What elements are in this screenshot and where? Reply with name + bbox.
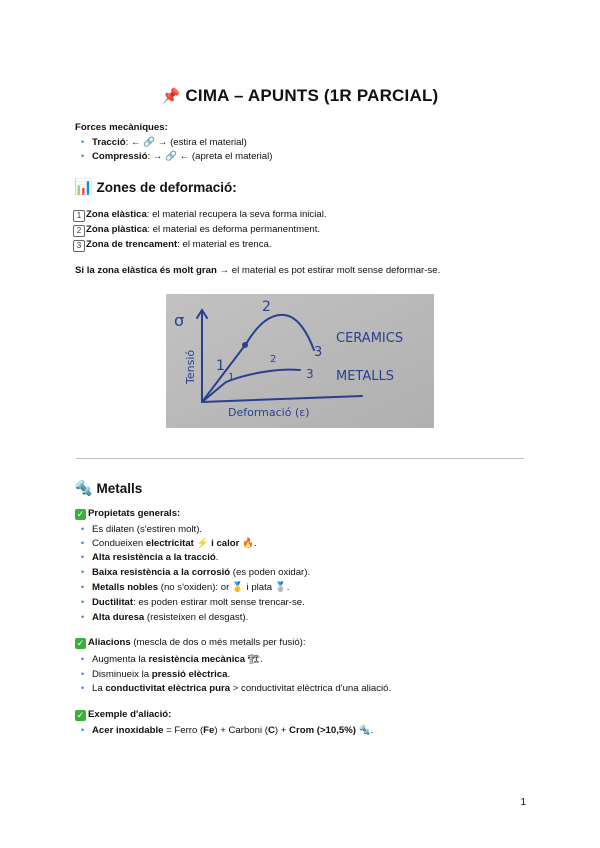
list-item: • Acer inoxidable = Ferro (Fe) + Carboni (C) + Crom (>10,5%) 🔩. [81, 725, 374, 736]
list-item: • Condueixen electricitat ⚡ i calor 🔥. [81, 538, 257, 549]
list-item: • Compressió: → 🔗 ← (apreta el material) [81, 151, 273, 162]
list-item: 1 Zona elàstica: el material recupera la seva forma inicial. [73, 208, 327, 222]
list-item: • Baixa resistència a la corrosió (es poden oxidar). [81, 567, 311, 578]
bullet-icon: • [81, 582, 85, 592]
bullet-icon: • [81, 669, 85, 679]
bar-chart-icon: 📊 [74, 179, 93, 196]
list-item: • Disminueix la pressió elèctrica. [81, 669, 231, 680]
list-item: 2 Zona plàstica: el material es deforma permanentment. [73, 223, 320, 237]
bullet-icon: • [81, 683, 85, 693]
page-number: 1 [520, 797, 526, 808]
check-mark-icon: ✓ [76, 509, 85, 519]
list-item: 3 Zona de trencament: el material es trenca. [73, 238, 272, 252]
divider [76, 458, 524, 459]
list-item: • Es dilaten (s'estiren molt). [81, 524, 203, 535]
x-axis-label: Deformació (ε) [228, 406, 310, 419]
bullet-icon: • [81, 612, 85, 622]
list-item: • Metalls nobles (no s'oxiden): or 🥇 i plata 🥈. [81, 582, 290, 593]
bullet-icon: • [81, 597, 85, 607]
metals-zone-1: 1 [228, 372, 235, 383]
metals-heading: 🔩 Metalls [74, 480, 143, 497]
example-heading: ✓ Exemple d'aliació: [76, 709, 172, 720]
ceramics-label: CERAMICS [336, 331, 404, 346]
bullet-icon: • [81, 137, 85, 147]
list-item: • La conductivitat elèctrica pura > conductivitat elèctrica d'una aliació. [81, 683, 392, 694]
pushpin-icon: 📌 [161, 88, 181, 105]
list-item: • Alta resistència a la tracció. [81, 552, 219, 563]
title-text: CIMA – APUNTS (1R PARCIAL) [185, 86, 439, 105]
sigma-label: σ [174, 311, 185, 330]
ceramics-zone-1: 1 [216, 358, 225, 374]
bullet-icon: • [81, 524, 85, 534]
bullet-icon: • [81, 552, 85, 562]
forces-heading: Forces mecàniques: [75, 122, 168, 133]
ceramics-zone-2: 2 [262, 299, 271, 315]
number-badge: 3 [73, 240, 85, 252]
list-item: • Augmenta la resistència mecànica 🏗. [81, 654, 263, 665]
alloys-heading: ✓ Aliacions (mescla de dos o més metalls per fusió): [76, 637, 306, 648]
ceramics-zone-3: 3 [314, 345, 323, 360]
check-mark-icon: ✓ [76, 710, 85, 720]
bullet-icon: • [81, 654, 85, 664]
bullet-icon: • [81, 567, 85, 577]
zones-heading: 📊 Zones de deformació: [74, 179, 237, 196]
metals-label: METALLS [336, 369, 394, 384]
list-item: • Ductilitat: es poden estirar molt sense trencar-se. [81, 597, 305, 608]
page-title [0, 86, 600, 106]
elastic-note: Si la zona elàstica és molt gran → el material es pot estirar molt sense deformar-se. [75, 265, 441, 276]
list-item: • Alta duresa (resisteixen el desgast). [81, 612, 249, 623]
properties-heading: ✓ Propietats generals: [76, 508, 181, 519]
bullet-icon: • [81, 151, 85, 161]
metals-zone-3: 3 [306, 367, 314, 381]
number-badge: 1 [73, 210, 85, 222]
check-mark-icon: ✓ [76, 638, 85, 648]
stress-strain-sketch [166, 294, 434, 428]
y-axis-label: Tensió [184, 349, 197, 384]
number-badge: 2 [73, 225, 85, 237]
bullet-icon: • [81, 725, 85, 735]
list-item: • Tracció: ← 🔗 → (estira el material) [81, 137, 247, 148]
bullet-icon: • [81, 538, 85, 548]
metals-zone-2: 2 [270, 354, 277, 365]
nut-and-bolt-icon: 🔩 [74, 480, 93, 497]
